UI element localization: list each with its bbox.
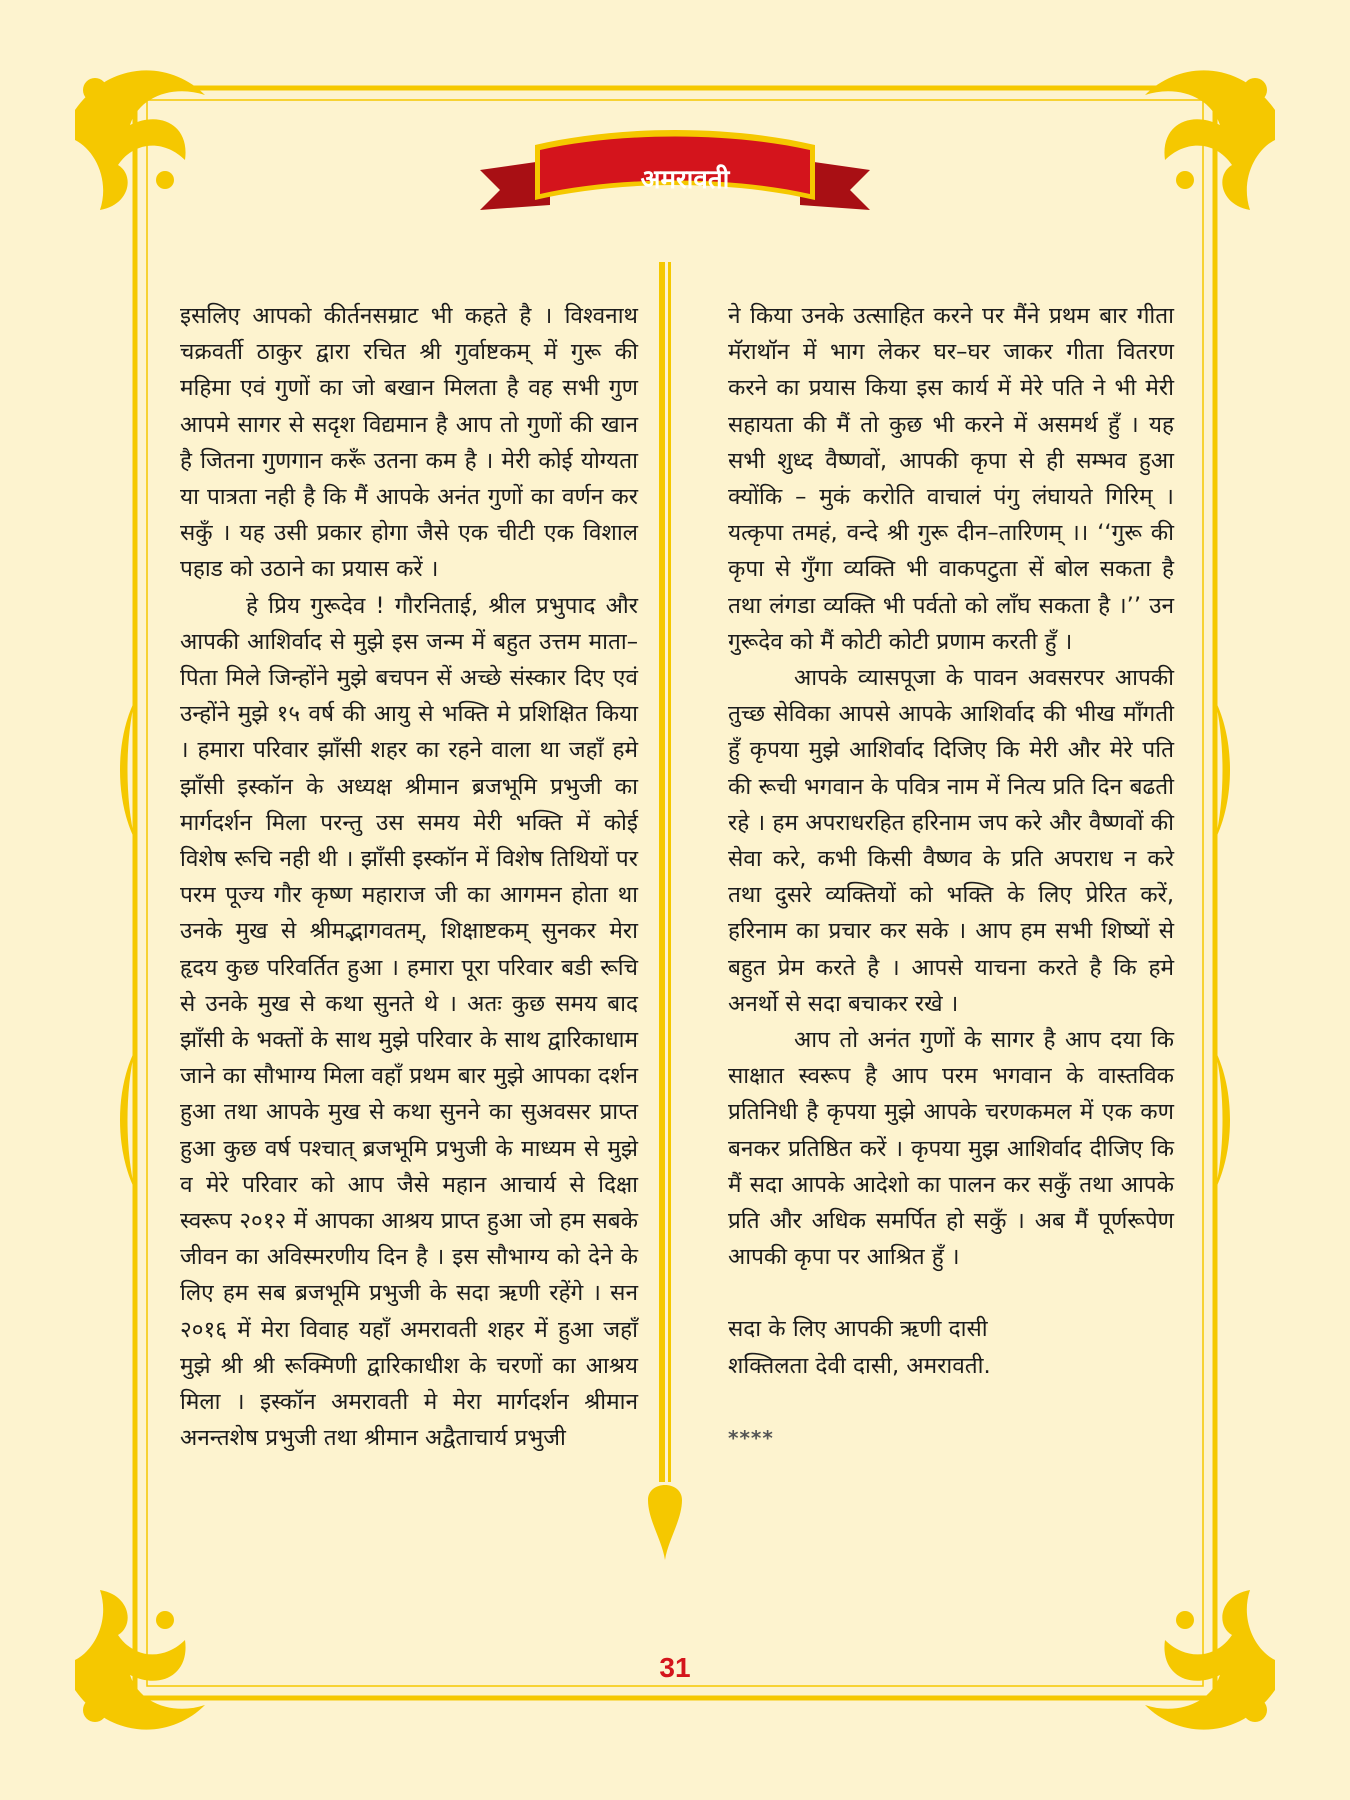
corner-ornament-top-right xyxy=(1145,70,1275,210)
page-title: अमरावती xyxy=(640,165,730,195)
corner-ornament-bottom-left xyxy=(75,1590,205,1730)
corner-ornament-bottom-right xyxy=(1145,1590,1275,1730)
paragraph: इसलिए आपको कीर्तनसम्राट भी कहते है । विश्वनाथ चक्रवर्ती ठाकुर द्वारा रचित श्री गुर्वाष्टकम् में गुरू की महिमा एवं गुणों का जो बखान मिलता है वह सभी गुण आपमे सागर से सदृश विद्यमान है आप तो गुणों की खान है जितना गुणगान करूँ उतना कम है । मेरी कोई योग्यता या पात्रता नही है कि मैं आपके अनंत गुणों का वर्णन कर सकुँ । यह उसी प्रकार होगा जैसे एक चीटी एक विशाल पहाड को उठाने का प्रयास करें । xyxy=(180,303,638,583)
paragraph: हे प्रिय गुरूदेव ! गौरनिताई, श्रील प्रभुपाद और आपकी आशिर्वाद से मुझे इस जन्म में बहुत उत्तम माता–पिता मिले जिन्होंने मुझे बचपन सें अच्छे संस्कार दिए एवं उन्होंने मुझे १५ वर्ष की आयु से भक्ति मे प्रशिक्षित किया । हमारा परिवार झाँसी शहर का रहने वाला था जहाँ हमे झाँसी इस्कॉन के अध्यक्ष श्रीमान ब्रजभूमि प्रभुजी का मार्गदर्शन मिला परन्तु उस समय मेरी भक्ति में कोई विशेष रूचि नही थी । झाँसी इस्कॉन में विशेष तिथियों पर परम पूज्य गौर कृष्ण महाराज जी का आगमन होता था उनके मुख से श्रीमद्भागवतम्, शिक्षाष्टकम् सुनकर मेरा हृदय कुछ परिवर्तित हुआ । हमारा पूरा परिवार बडी रूचि से उनके मुख से कथा सुनते थे । अतः कुछ समय बाद झाँसी के भक्तों के साथ मुझे परिवार के साथ द्वारिकाधाम जाने का सौभाग्य मिला वहाँ प्रथम बार मुझे आपका दर्शन हुआ तथा आपके मुख से कथा सुनने का सुअवसर प्राप्त हुआ कुछ वर्ष पश्चात् ब्रजभूमि प्रभुजी के माध्यम से मुझे व मेरे परिवार को आप जैसे महान आचार्य से दिक्षा स्वरूप २०१२ में आपका आश्रय प्राप्त हुआ जो हम सबके जीवन का अविस्मरणीय दिन है । इस सौभाग्य को देने के लिए हम सब ब्रजभूमि प्रभुजी के सदा ऋणी रहेंगे । सन २०१६ में मेरा विवाह यहाँ अमरावती शहर में हुआ जहाँ मुझे श्री श्री रूक्मिणी द्वारिकाधीश के चरणों का आश्रय मिला । इस्कॉन अमरावती मे मेरा मार्गदर्शन श्रीमान अनन्तशेष प्रभुजी तथा श्रीमान अद्वैताचार्य प्रभुजी xyxy=(180,592,638,1452)
paragraph: आपके व्यासपूजा के पावन अवसरपर आपकी तुच्छ सेविका आपसे आपके आशिर्वाद की भीख माँगती हुँ कृपया मुझे आशिर्वाद दिजिए कि मेरी और मेरे पति की रूची भगवान के पवित्र नाम में नित्य प्रति दिन बढती रहे । हम अपराधरहित हरिनाम जप करे और वैष्णवों की सेवा करे, कभी किसी वैष्णव के प्रति अपराध न करे तथा दुसरे व्यक्तियों को भक्ति के लिए प्रेरित करें, हरिनाम का प्रचार कर सके । आप हम सभी शिष्यों से बहुत प्रेम करते है । आपसे याचना करते है कि हमे अनर्थो से सदा बचाकर रखे । xyxy=(728,665,1174,1017)
corner-ornament-top-left xyxy=(75,70,205,210)
column-divider xyxy=(648,262,682,1560)
paragraph: आप तो अनंत गुणों के सागर है आप दया कि साक्षात स्वरूप है आप परम भगवान के वास्तविक प्रतिनिधी है कृपया मुझे आपके चरणकमल में एक कण बनकर प्रतिष्ठित करें । कृपया मुझ आशिर्वाद दीजिए कि मैं सदा आपके आदेशो का पालन कर सकुँ तथा आपके प्रति और अधिक समर्पित हो सकुँ । अब मैं पूर्णरूपेण आपकी कृपा पर आश्रित हुँ । xyxy=(728,1027,1174,1271)
paragraph: ने किया उनके उत्साहित करने पर मैंने प्रथम बार गीता मॅराथॉन में भाग लेकर घर–घर जाकर गीता वितरण करने का प्रयास किया इस कार्य में मेरे पति ने भी मेरी सहायता की मैं तो कुछ भी करने में असमर्थ हुँ । यह सभी शुध्द वैष्णवों, आपकी कृपा से ही सम्भव हुआ क्योंकि – मुकं करोति वाचालं पंगु लंघायते गिरिम् । यत्कृपा तमहं, वन्दे श्री गुरू दीन–तारिणम् ।। ‘‘गुरू की कृपा से गुँगा व्यक्ति भी वाकपटुता सें बोल सकता है तथा लंगडा व्यक्ति भी पर्वतो को लाँघ सकता है ।’’ उन गुरूदेव को मैं कोटी कोटी प्रणाम करती हुँ । xyxy=(728,303,1174,655)
right-column xyxy=(728,298,1174,1456)
section-separator: **** xyxy=(728,1425,774,1450)
closing-line: सदा के लिए आपकी ऋणी दासी xyxy=(728,1316,988,1343)
left-column xyxy=(180,298,638,1457)
signature: शक्तिलता देवी दासी, अमरावती. xyxy=(728,1352,991,1379)
page-number: 31 xyxy=(659,1652,691,1683)
